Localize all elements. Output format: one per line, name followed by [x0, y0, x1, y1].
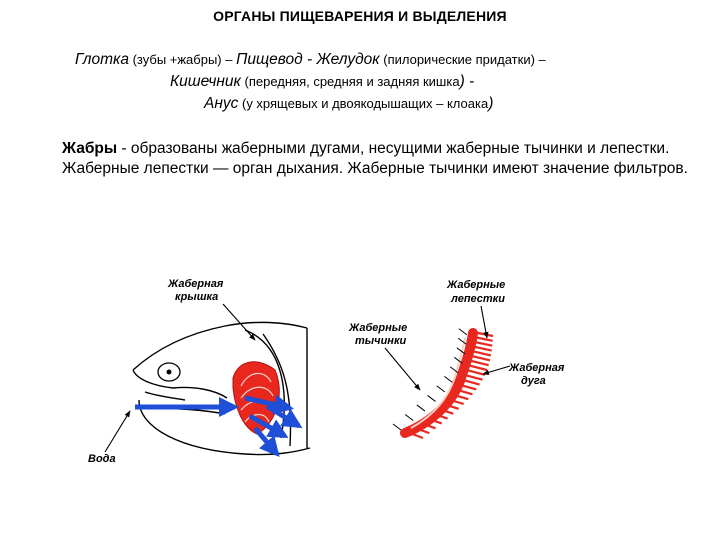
gill-filament: [466, 370, 484, 375]
gill-filament: [468, 365, 487, 370]
gill-filament: [472, 351, 491, 355]
slide-title: ОРГАНЫ ПИЩЕВАРЕНИЯ И ВЫДЕЛЕНИЯ: [213, 8, 507, 24]
label-filaments-1: Жаберные: [447, 279, 506, 291]
gill-filament: [471, 356, 490, 360]
digestive-line-3: [204, 95, 493, 113]
gill-raker: [459, 329, 467, 335]
label-gill-cover-1: Жаберная: [168, 278, 224, 290]
gill-arch-diagram: [393, 329, 493, 438]
label-arch-2: дуга: [521, 375, 546, 387]
digestive-line-2: [170, 73, 474, 91]
fish-gills: [233, 362, 279, 434]
anus-note: (у хрящевых и двоякодышащих – клоака: [238, 96, 489, 111]
anus-tail: ): [488, 95, 494, 112]
label-rakers-2: тычинки: [355, 335, 407, 347]
term-pharynx: Глотка: [75, 51, 129, 68]
label-arch-1: Жаберная: [509, 362, 565, 374]
gill-raker: [427, 395, 435, 401]
label-filaments-2: лепестки: [451, 293, 505, 305]
pharynx-note: (зубы +жабры) –: [128, 52, 237, 67]
gill-raker: [405, 414, 413, 420]
digestive-line-1: [75, 51, 546, 69]
term-esophagus-stomach: Пищевод - Желудок: [236, 51, 380, 68]
label-water: Вода: [88, 453, 116, 465]
label-gill-cover-2: крышка: [175, 291, 219, 303]
stomach-note: (пилорические придатки) –: [379, 52, 546, 67]
intestine-note: (передняя, средняя и задняя кишка: [240, 74, 460, 89]
term-intestine: Кишечник: [170, 73, 241, 90]
gill-raker: [417, 405, 425, 411]
water-flow-arrows: [135, 398, 299, 454]
intestine-tail: ) -: [459, 73, 475, 90]
gills-paragraph: [62, 139, 702, 179]
label-rakers-1: Жаберные: [349, 322, 408, 334]
gills-function: Жаберные лепестки — орган дыхания. Жаберные тычинки имеют значение фильтров.: [62, 160, 688, 177]
gill-raker: [444, 376, 452, 382]
gill-diagram: [85, 258, 590, 488]
gill-filament: [470, 361, 489, 366]
gill-raker: [393, 424, 401, 430]
gills-definition: - образованы жаберными дугами, несущими жаберные тычинки и лепестки.: [117, 140, 670, 157]
term-anus: Анус: [204, 95, 239, 112]
gill-raker: [437, 386, 445, 392]
term-gills: Жабры: [62, 140, 118, 157]
